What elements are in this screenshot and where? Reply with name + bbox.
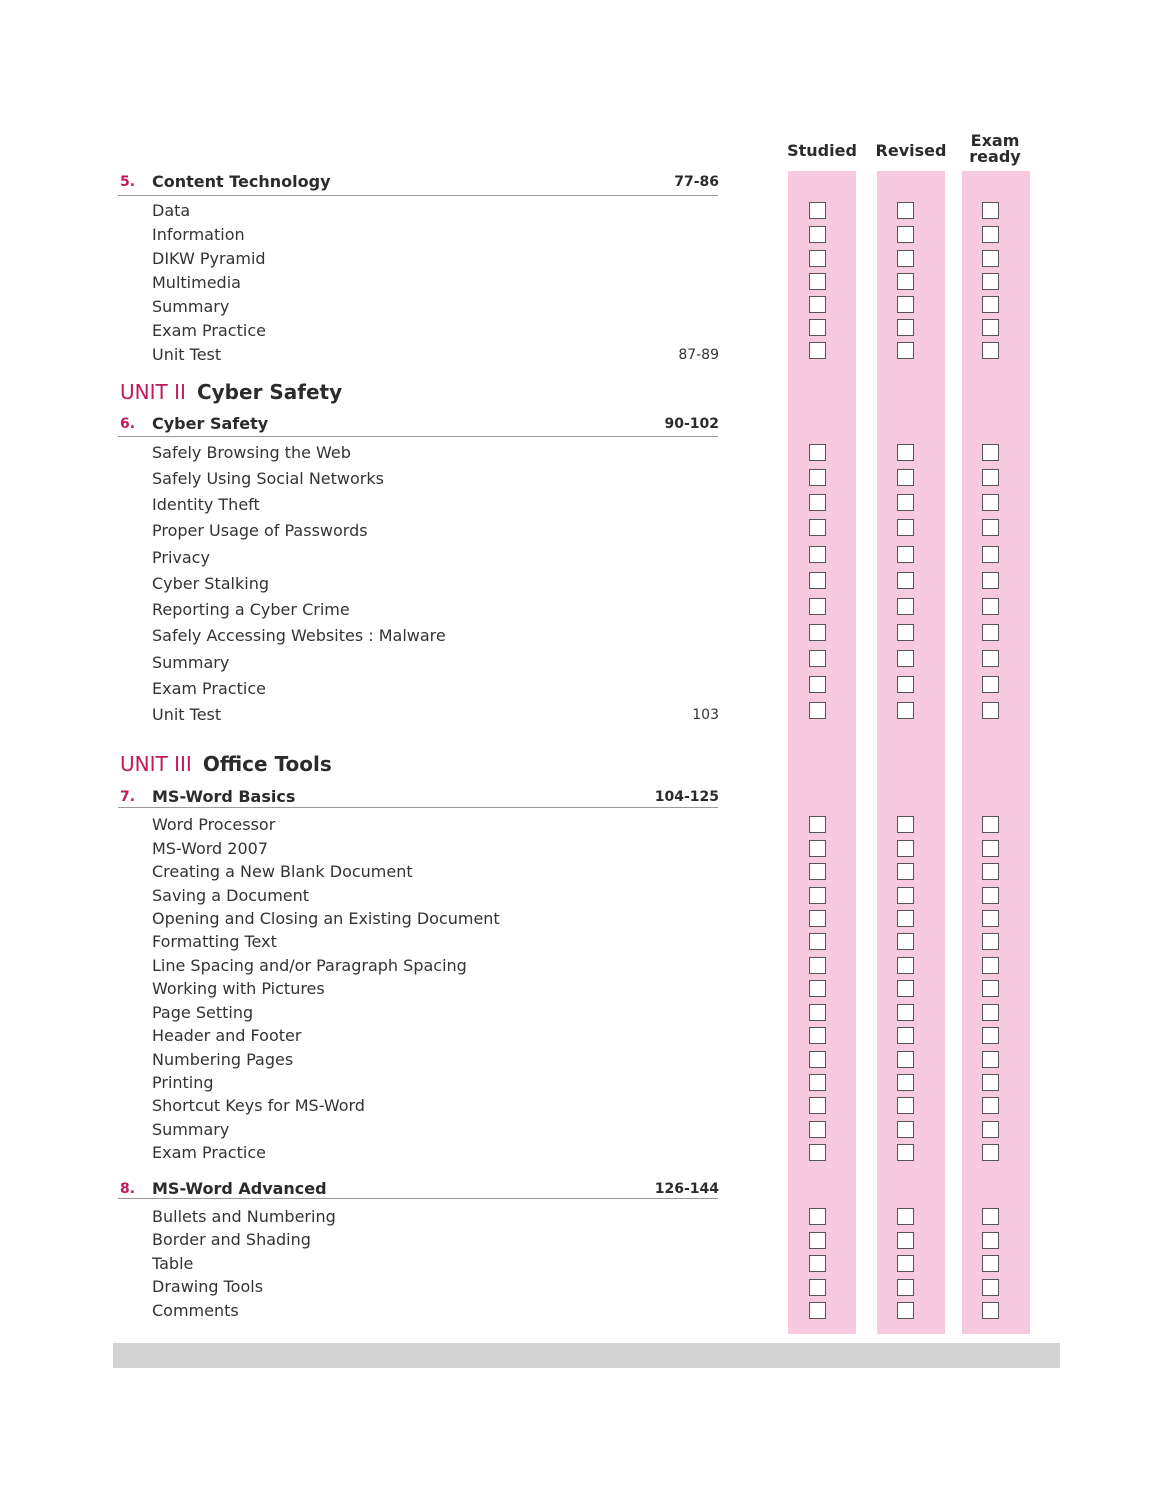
exam-ready-checkbox[interactable]: [982, 863, 999, 880]
exam-ready-line1: Exam: [970, 131, 1020, 150]
chapter-7-number: 7.: [120, 789, 136, 805]
exam-ready-checkbox[interactable]: [982, 469, 999, 486]
exam-ready-checkbox[interactable]: [982, 1302, 999, 1319]
revised-checkbox[interactable]: [897, 296, 914, 313]
topic: Unit Test: [152, 345, 222, 364]
revised-checkbox[interactable]: [897, 676, 914, 693]
studied-checkbox[interactable]: [809, 546, 826, 563]
chapter-6-rule: [118, 436, 718, 437]
topic: Line Spacing and/or Paragraph Spacing: [152, 956, 467, 975]
studied-checkbox[interactable]: [809, 1208, 826, 1225]
studied-checkbox[interactable]: [809, 1144, 826, 1161]
revised-checkbox[interactable]: [897, 226, 914, 243]
studied-checkbox[interactable]: [809, 598, 826, 615]
studied-checkbox[interactable]: [809, 494, 826, 511]
exam-ready-checkbox[interactable]: [982, 980, 999, 997]
revised-checkbox[interactable]: [897, 863, 914, 880]
revised-checkbox[interactable]: [897, 572, 914, 589]
chapter-7-title: MS-Word Basics: [152, 787, 296, 806]
revised-checkbox[interactable]: [897, 887, 914, 904]
topic: Page Setting: [152, 1003, 254, 1022]
exam-ready-checkbox[interactable]: [982, 1004, 999, 1021]
topic: Shortcut Keys for MS-Word: [152, 1096, 365, 1115]
studied-checkbox[interactable]: [809, 840, 826, 857]
topic: Creating a New Blank Document: [152, 862, 413, 881]
exam-ready-checkbox[interactable]: [982, 887, 999, 904]
exam-ready-checkbox[interactable]: [982, 546, 999, 563]
topic: Cyber Stalking: [152, 574, 269, 593]
topic: Privacy: [152, 548, 210, 567]
chapter-6-number: 6.: [120, 416, 136, 432]
topic: Working with Pictures: [152, 979, 325, 998]
revised-checkbox[interactable]: [897, 1255, 914, 1272]
exam-ready-checkbox[interactable]: [982, 444, 999, 461]
topic: MS-Word 2007: [152, 839, 269, 858]
topic: Exam Practice: [152, 679, 266, 698]
studied-checkbox[interactable]: [809, 1004, 826, 1021]
studied-checkbox[interactable]: [809, 342, 826, 359]
topic: Opening and Closing an Existing Document: [152, 909, 500, 928]
topic: Border and Shading: [152, 1230, 311, 1249]
revised-checkbox[interactable]: [897, 1051, 914, 1068]
revised-checkbox[interactable]: [897, 250, 914, 267]
studied-checkbox[interactable]: [809, 202, 826, 219]
topic: Multimedia: [152, 273, 241, 292]
topic: Table: [152, 1254, 194, 1273]
revised-checkbox[interactable]: [897, 1121, 914, 1138]
exam-ready-checkbox[interactable]: [982, 1051, 999, 1068]
revised-checkbox[interactable]: [897, 519, 914, 536]
topic: Reporting a Cyber Crime: [152, 600, 350, 619]
studied-checkbox[interactable]: [809, 863, 826, 880]
studied-checkbox[interactable]: [809, 816, 826, 833]
topic: Word Processor: [152, 815, 276, 834]
chapter-5-rule: [118, 195, 718, 196]
revised-checkbox[interactable]: [897, 702, 914, 719]
revised-checkbox[interactable]: [897, 202, 914, 219]
exam-ready-checkbox[interactable]: [982, 598, 999, 615]
studied-checkbox[interactable]: [809, 1255, 826, 1272]
revised-checkbox[interactable]: [897, 840, 914, 857]
exam-ready-checkbox[interactable]: [982, 624, 999, 641]
topic: Formatting Text: [152, 932, 277, 951]
studied-checkbox[interactable]: [809, 319, 826, 336]
chapter-8-rule: [118, 1198, 718, 1199]
exam-ready-checkbox[interactable]: [982, 273, 999, 290]
topic: Exam Practice: [152, 321, 266, 340]
chapter-8-number: 8.: [120, 1181, 136, 1197]
revised-checkbox[interactable]: [897, 494, 914, 511]
chapter-5-pages: 77-86: [674, 174, 719, 190]
topic: Drawing Tools: [152, 1277, 264, 1296]
exam-ready-checkbox[interactable]: [982, 910, 999, 927]
studied-header: Studied: [787, 141, 857, 160]
unit-title: Office Tools: [202, 752, 332, 776]
revised-checkbox[interactable]: [897, 469, 914, 486]
exam-ready-checkbox[interactable]: [982, 1208, 999, 1225]
studied-checkbox[interactable]: [809, 650, 826, 667]
studied-checkbox[interactable]: [809, 1302, 826, 1319]
revised-checkbox[interactable]: [897, 980, 914, 997]
studied-checkbox[interactable]: [809, 1051, 826, 1068]
revised-checkbox[interactable]: [897, 933, 914, 950]
chapter-7-rule: [118, 807, 718, 808]
studied-checkbox[interactable]: [809, 273, 826, 290]
exam-ready-checkbox[interactable]: [982, 296, 999, 313]
studied-checkbox[interactable]: [809, 1027, 826, 1044]
revised-checkbox[interactable]: [897, 319, 914, 336]
studied-checkbox[interactable]: [809, 250, 826, 267]
exam-ready-checkbox[interactable]: [982, 840, 999, 857]
exam-ready-checkbox[interactable]: [982, 202, 999, 219]
studied-checkbox[interactable]: [809, 624, 826, 641]
exam-ready-checkbox[interactable]: [982, 702, 999, 719]
revised-checkbox[interactable]: [897, 1208, 914, 1225]
revised-checkbox[interactable]: [897, 816, 914, 833]
exam-ready-checkbox[interactable]: [982, 519, 999, 536]
footer-bar: [113, 1343, 1060, 1368]
studied-checkbox[interactable]: [809, 296, 826, 313]
topic: Comments: [152, 1301, 239, 1320]
exam-ready-checkbox[interactable]: [982, 319, 999, 336]
topic: Safely Using Social Networks: [152, 469, 384, 488]
studied-checkbox[interactable]: [809, 1279, 826, 1296]
topic: Summary: [152, 1120, 230, 1139]
exam-ready-checkbox[interactable]: [982, 816, 999, 833]
exam-ready-checkbox[interactable]: [982, 1121, 999, 1138]
unit-label: UNIT III: [120, 752, 192, 776]
revised-checkbox[interactable]: [897, 910, 914, 927]
exam-ready-header: [950, 133, 1040, 165]
topic: Numbering Pages: [152, 1050, 294, 1069]
topic: Bullets and Numbering: [152, 1207, 336, 1226]
exam-ready-checkbox[interactable]: [982, 572, 999, 589]
topic: Unit Test: [152, 705, 222, 724]
revised-checkbox[interactable]: [897, 546, 914, 563]
exam-ready-checkbox[interactable]: [982, 933, 999, 950]
studied-checkbox[interactable]: [809, 1074, 826, 1091]
exam-ready-checkbox[interactable]: [982, 342, 999, 359]
revised-checkbox[interactable]: [897, 1144, 914, 1161]
revised-checkbox[interactable]: [897, 444, 914, 461]
studied-checkbox[interactable]: [809, 572, 826, 589]
revised-checkbox[interactable]: [897, 1027, 914, 1044]
topic: DIKW Pyramid: [152, 249, 266, 268]
studied-checkbox[interactable]: [809, 910, 826, 927]
chapter-7-pages: 104-125: [654, 789, 719, 805]
exam-ready-checkbox[interactable]: [982, 1027, 999, 1044]
revised-checkbox[interactable]: [897, 1074, 914, 1091]
unit-2-heading: [120, 380, 342, 404]
exam-ready-checkbox[interactable]: [982, 1097, 999, 1114]
chapter-5-number: 5.: [120, 174, 136, 190]
studied-checkbox[interactable]: [809, 519, 826, 536]
exam-ready-checkbox[interactable]: [982, 1232, 999, 1249]
revised-checkbox[interactable]: [897, 1004, 914, 1021]
topic: Summary: [152, 653, 230, 672]
exam-ready-checkbox[interactable]: [982, 1255, 999, 1272]
topic: Identity Theft: [152, 495, 260, 514]
exam-ready-line2: ready: [969, 147, 1021, 166]
topic: Header and Footer: [152, 1026, 302, 1045]
revised-checkbox[interactable]: [897, 1279, 914, 1296]
exam-ready-checkbox[interactable]: [982, 226, 999, 243]
studied-checkbox[interactable]: [809, 676, 826, 693]
unit-label: UNIT II: [120, 380, 186, 404]
exam-ready-checkbox[interactable]: [982, 650, 999, 667]
exam-ready-checkbox[interactable]: [982, 1279, 999, 1296]
unit-3-heading: [120, 752, 332, 776]
exam-ready-checkbox[interactable]: [982, 957, 999, 974]
topic: Data: [152, 201, 191, 220]
revised-checkbox[interactable]: [897, 1232, 914, 1249]
studied-checkbox[interactable]: [809, 1097, 826, 1114]
studied-checkbox[interactable]: [809, 469, 826, 486]
studied-checkbox[interactable]: [809, 957, 826, 974]
revised-checkbox[interactable]: [897, 650, 914, 667]
exam-ready-checkbox[interactable]: [982, 250, 999, 267]
revised-checkbox[interactable]: [897, 1302, 914, 1319]
studied-checkbox[interactable]: [809, 1232, 826, 1249]
topic: Proper Usage of Passwords: [152, 521, 368, 540]
topic: Exam Practice: [152, 1143, 266, 1162]
unit-test-pages: 103: [692, 707, 719, 723]
studied-checkbox[interactable]: [809, 1121, 826, 1138]
topic: Printing: [152, 1073, 214, 1092]
revised-checkbox[interactable]: [897, 273, 914, 290]
chapter-5-title: Content Technology: [152, 172, 331, 191]
unit-title: Cyber Safety: [196, 380, 343, 404]
revised-checkbox[interactable]: [897, 598, 914, 615]
studied-checkbox[interactable]: [809, 933, 826, 950]
revised-checkbox[interactable]: [897, 342, 914, 359]
topic: Information: [152, 225, 245, 244]
revised-checkbox[interactable]: [897, 1097, 914, 1114]
studied-checkbox[interactable]: [809, 226, 826, 243]
revised-header: Revised: [875, 141, 947, 160]
topic: Safely Browsing the Web: [152, 443, 351, 462]
studied-checkbox[interactable]: [809, 887, 826, 904]
chapter-8-title: MS-Word Advanced: [152, 1179, 327, 1198]
revised-checkbox[interactable]: [897, 957, 914, 974]
topic: Safely Accessing Websites : Malware: [152, 626, 446, 645]
exam-ready-checkbox[interactable]: [982, 1074, 999, 1091]
revised-checkbox[interactable]: [897, 624, 914, 641]
exam-ready-checkbox[interactable]: [982, 1144, 999, 1161]
chapter-8-pages: 126-144: [654, 1181, 719, 1197]
exam-ready-checkbox[interactable]: [982, 494, 999, 511]
studied-checkbox[interactable]: [809, 980, 826, 997]
chapter-6-title: Cyber Safety: [152, 414, 269, 433]
unit-test-pages: 87-89: [678, 347, 719, 363]
studied-checkbox[interactable]: [809, 702, 826, 719]
studied-checkbox[interactable]: [809, 444, 826, 461]
topic: Summary: [152, 297, 230, 316]
chapter-6-pages: 90-102: [664, 416, 719, 432]
topic: Saving a Document: [152, 886, 310, 905]
exam-ready-checkbox[interactable]: [982, 676, 999, 693]
